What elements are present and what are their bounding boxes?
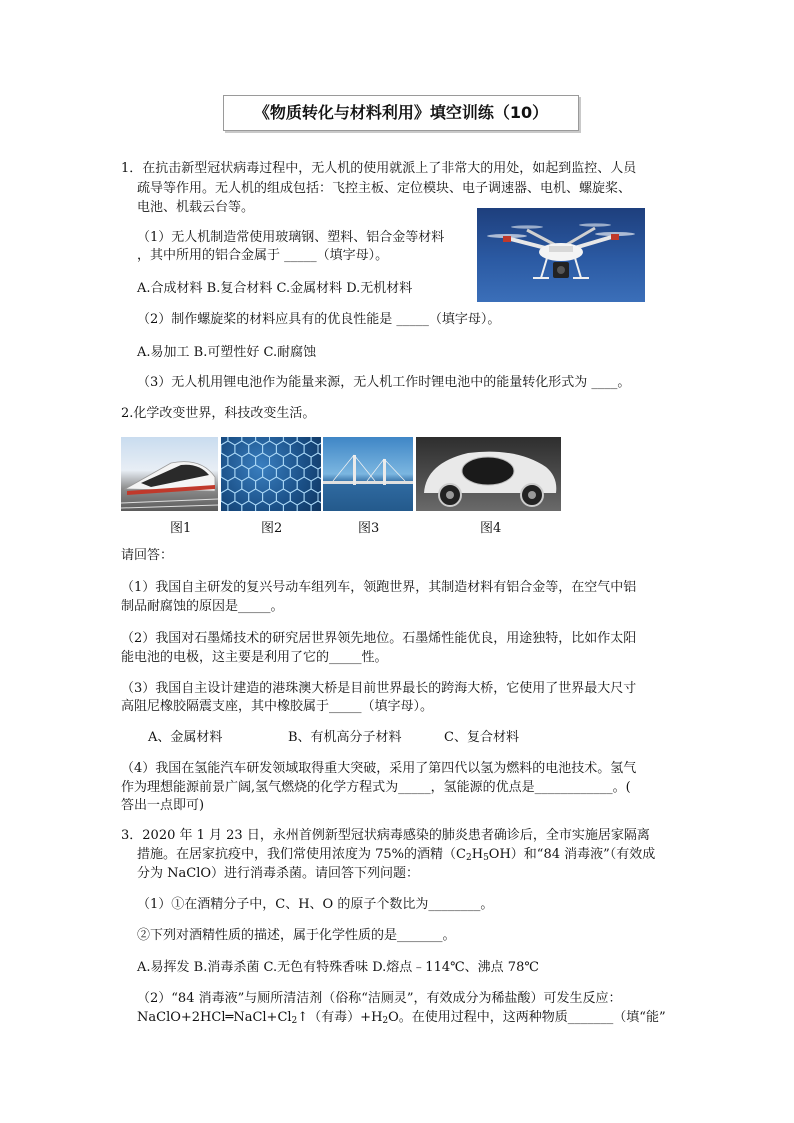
q3-part1-options: A.易挥发 B.消毒杀菌 C.无色有特殊香味 D.熔点﹣114℃、沸点 78℃ xyxy=(137,960,539,975)
bullet-train-photo xyxy=(121,437,218,511)
q1-part1-options: A.合成材料 B.复合材料 C.金属材料 D.无机材料 xyxy=(137,281,413,296)
q3-equation-b: ↑（有毒）+H xyxy=(297,1010,383,1025)
caption-figure-4: 图4 xyxy=(480,521,502,536)
q2-option-b: B、有机高分子材料 xyxy=(288,730,402,745)
q2-ask: 请回答： xyxy=(121,548,174,563)
q3-equation-a: NaClO+2HCl═NaCl+Cl xyxy=(137,1010,292,1025)
drone-photo xyxy=(477,208,645,302)
graphene-lattice-icon xyxy=(221,437,321,511)
q1-part1-line-2: ，其中所用的铝合金属于 _____（填字母）。 xyxy=(137,248,389,263)
q3-part2-line-1: （2）“84 消毒液”与厕所清洁剂（俗称“洁厕灵”，有效成分为稀盐酸）可发生反应： xyxy=(137,991,622,1006)
q3-stem-line-2 xyxy=(137,846,655,867)
q3-stem-2-text-c: OH）和“84 消毒液”（有效成 xyxy=(488,847,656,862)
q3-part1-line-1: （1）①在酒精分子中，C、H、O 的原子个数比为________。 xyxy=(137,897,494,912)
q3-part2-line-2 xyxy=(137,1009,666,1030)
q2-option-c: C、复合材料 xyxy=(444,730,519,745)
q1-stem-line-3: 电池、机载云台等。 xyxy=(137,200,255,215)
q2-part4-line-2: 作为理想能源前景广阔,氢气燃烧的化学方程式为_____，氢能源的优点是____________。( xyxy=(121,780,631,795)
q1-part2: （2）制作螺旋桨的材料应具有的优良性能是 _____（填字母）。 xyxy=(137,312,501,327)
q3-sub-cl: 2 xyxy=(291,1016,298,1026)
page-title: 《物质转化与材料利用》填空训练（10） xyxy=(223,95,579,131)
q2-stem: 2.化学改变世界，科技改变生活。 xyxy=(121,406,316,421)
q2-part1-line-1: （1）我国自主研发的复兴号动车组列车，领跑世界，其制造材料有铝合金等，在空气中铝 xyxy=(121,580,637,595)
caption-figure-1: 图1 xyxy=(170,521,192,536)
q3-part1-line-2: ②下列对酒精性质的描述，属于化学性质的是_______。 xyxy=(137,928,456,943)
q3-stem-line-3: 分为 NaClO）进行消毒杀菌。请回答下列问题： xyxy=(137,866,420,881)
q3-equation-c: O。在使用过程中，这两种物质_______（填“能” xyxy=(388,1010,666,1025)
bridge-photo xyxy=(323,437,413,511)
hydrogen-car-photo xyxy=(416,437,561,511)
q3-stem-2-text-a: 措施。在居家抗疫中，我们常使用浓度为 75%的酒精（C xyxy=(137,847,466,862)
q3-stem-2-text-b: H xyxy=(471,847,484,862)
q2-option-a: A、金属材料 xyxy=(148,730,223,745)
caption-figure-3: 图3 xyxy=(358,521,380,536)
q2-part2-line-1: （2）我国对石墨烯技术的研究居世界领先地位。石墨烯性能优良，用途独特，比如作太阳 xyxy=(121,631,637,646)
q2-part4-line-3: 答出一点即可) xyxy=(121,798,205,813)
bridge-icon xyxy=(323,437,413,511)
q3-sub-h: 2 xyxy=(382,1016,389,1026)
drone-icon xyxy=(477,208,645,302)
q3-stem-line-1: 3．2020 年 1 月 23 日，永州首例新型冠状病毒感染的肺炎患者确诊后，全市实施居家隔离 xyxy=(121,828,650,843)
graphene-lattice-photo xyxy=(221,437,321,511)
q3-sub-carbon: 2 xyxy=(465,853,472,863)
train-icon xyxy=(121,437,218,511)
q1-part3: （3）无人机用锂电池作为能量来源，无人机工作时锂电池中的能量转化形式为 ____。 xyxy=(137,375,631,390)
q2-part4-line-1: （4）我国在氢能汽车研发领域取得重大突破，采用了第四代以氢为燃料的电池技术。氢气 xyxy=(121,761,637,776)
car-icon xyxy=(416,437,561,511)
q2-part1-line-2: 制品耐腐蚀的原因是_____。 xyxy=(121,599,284,614)
q3-sub-hydrogen: 5 xyxy=(483,853,489,863)
caption-figure-2: 图2 xyxy=(261,521,283,536)
q1-stem-line-2: 疏导等作用。无人机的组成包括：飞控主板、定位模块、电子调速器、电机、螺旋桨、 xyxy=(137,181,632,196)
q2-part3-line-2: 高阻尼橡胶隔震支座，其中橡胶属于_____（填字母）。 xyxy=(121,699,434,714)
q2-part3-line-1: （3）我国自主设计建造的港珠澳大桥是目前世界最长的跨海大桥，它使用了世界最大尺寸 xyxy=(121,681,637,696)
q1-part2-options: A.易加工 B.可塑性好 C.耐腐蚀 xyxy=(137,345,317,360)
q2-part2-line-2: 能电池的电极，这主要是利用了它的_____性。 xyxy=(121,650,388,665)
q1-part1-line-1: （1）无人机制造常使用玻璃钢、塑料、铝合金等材料 xyxy=(137,230,445,245)
q1-stem-line-1: 1．在抗击新型冠状病毒过程中，无人机的使用就派上了非常大的用处，如起到监控、人员 xyxy=(121,161,637,176)
